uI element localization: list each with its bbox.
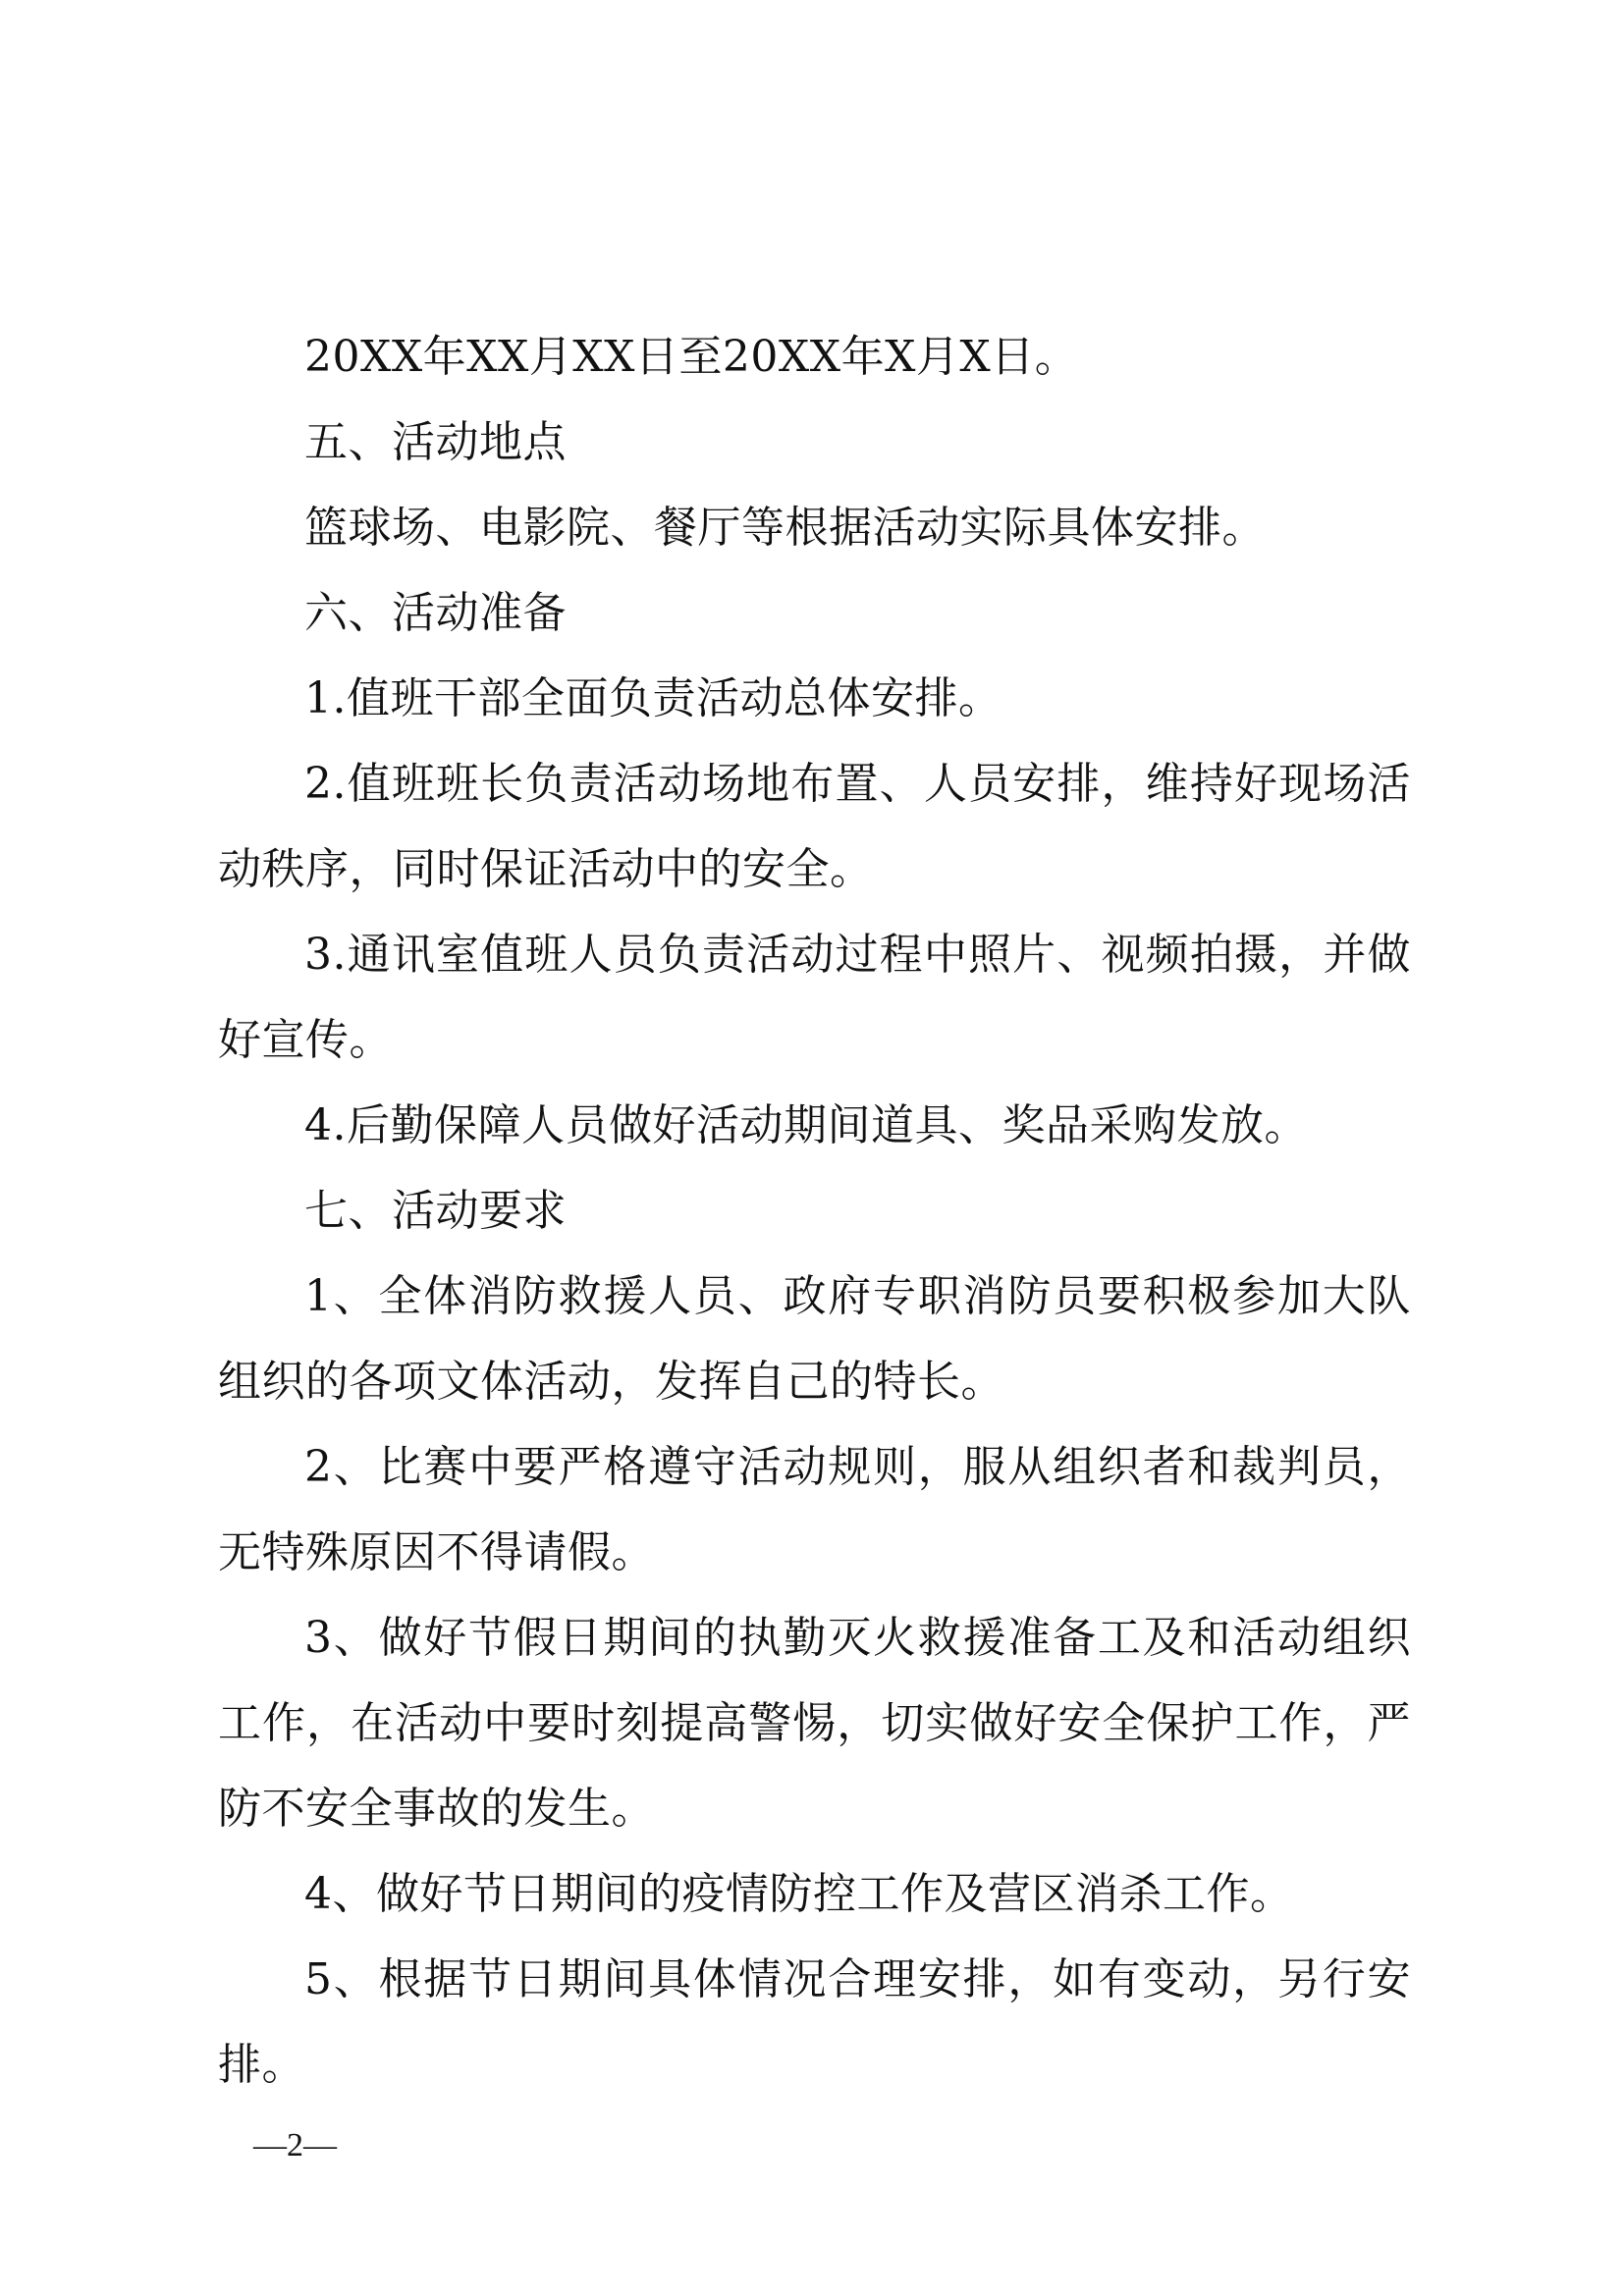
document-body: [218, 314, 1411, 2108]
section-heading-preparation: 六、活动准备: [304, 588, 567, 638]
date-range-paragraph: 20XX年XX月XX日至20XX年X月X日。: [304, 332, 1079, 382]
requirement-item-2: 2、比赛中要严格遵守活动规则，服从组织者和裁判员，无特殊原因不得请假。: [218, 1442, 1411, 1577]
requirement-item-3: 3、做好节假日期间的执勤灭火救援准备工及和活动组织工作，在活动中要时刻提高警惕，切实做好安全保护工作，严防不安全事故的发生。: [218, 1613, 1411, 1834]
section-heading-location: 五、活动地点: [304, 417, 567, 467]
section-heading-requirements: 七、活动要求: [304, 1186, 567, 1236]
preparation-item-3: 3.通讯室值班人员负责活动过程中照片、视频拍摄，并做好宣传。: [218, 930, 1411, 1065]
location-paragraph: 篮球场、电影院、餐厅等根据活动实际具体安排。: [304, 503, 1266, 553]
page-number: —2—: [253, 2127, 337, 2163]
requirement-item-4: 4、做好节日期间的疫情防控工作及营区消杀工作。: [304, 1869, 1294, 1919]
preparation-item-4: 4.后勤保障人员做好活动期间道具、奖品采购发放。: [304, 1100, 1308, 1150]
requirement-item-1: 1、全体消防救援人员、政府专职消防员要积极参加大队组织的各项文体活动，发挥自己的特长。: [218, 1271, 1411, 1407]
preparation-item-1: 1.值班干部全面负责活动总体安排。: [304, 673, 1002, 723]
preparation-item-2: 2.值班班长负责活动场地布置、人员安排，维持好现场活动秩序，同时保证活动中的安全。: [218, 759, 1411, 894]
requirement-item-5: 5、根据节日期间具体情况合理安排，如有变动，另行安排。: [218, 1954, 1411, 2090]
